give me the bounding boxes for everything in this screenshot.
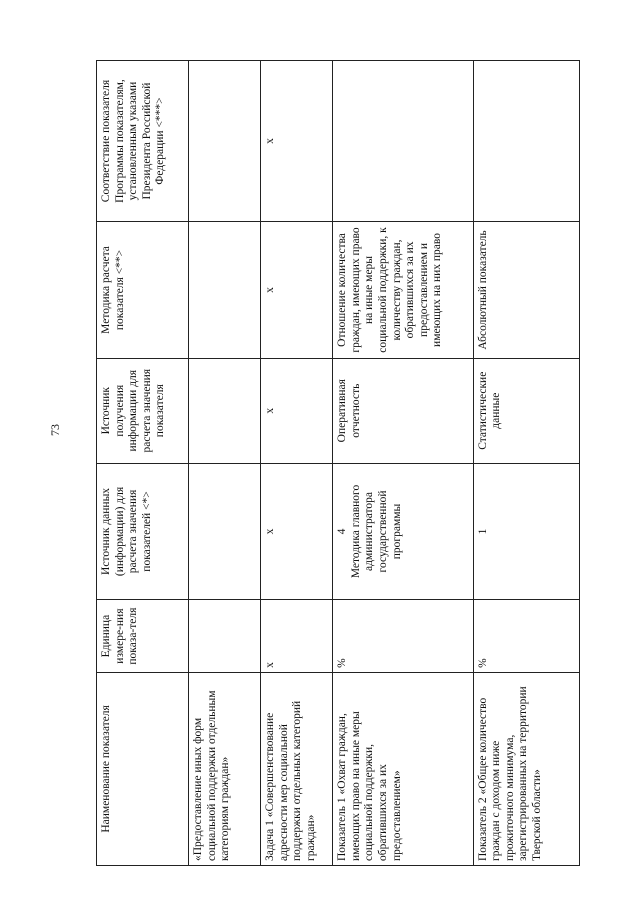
row-compliance (333, 61, 473, 222)
source-data-number: 1 (476, 528, 489, 535)
row-name: Показатель 1 «Охват граждан, имеющих право на иные меры социальной поддержки, обратившихся за их предоставлением» (333, 672, 473, 865)
row-compliance (189, 61, 261, 222)
row-method: Абсолютный показатель (473, 222, 579, 359)
source-data-text: Методика главного администратора государственной программы (349, 484, 403, 579)
table-row (333, 61, 473, 866)
row-unit: % (473, 600, 579, 672)
row-source-data (333, 463, 473, 600)
header-source-data: Источник данных (информации) для расчета значения показателей <*> (97, 463, 189, 600)
row-name: «Предоставление иных форм социальной поддержки отдельным категориям граждан» (189, 672, 261, 865)
row-source-data (189, 463, 261, 600)
row-name: Показатель 2 «Общее количество граждан с доходом ниже прожиточного минимума, зарегистрированных на территории Тверской области» (473, 672, 579, 865)
row-source-info: Оперативная отчетность (333, 358, 473, 463)
header-source-info: Источник получения информации для расчета значения показателя (97, 358, 189, 463)
row-name: Задача 1 «Совершенствование адресности мер социальной поддержки отдельных категорий граждан» (261, 672, 333, 865)
table-row (261, 61, 333, 866)
row-method (189, 222, 261, 359)
indicators-table (96, 60, 580, 866)
table-row (189, 61, 261, 866)
table-row (473, 61, 579, 866)
source-data-number: 4 (336, 528, 349, 535)
row-source-data (473, 463, 579, 600)
row-method: Отношение количества граждан, имеющих право на иные меры социальной поддержки, к количеству граждан, обратившихся за их предоставлением и имеющих на них право (333, 222, 473, 359)
page-number: 73 (48, 424, 62, 436)
header-unit: Единица измере-ния показа-теля (97, 600, 189, 672)
header-row (97, 61, 189, 866)
row-compliance: x (261, 61, 333, 222)
row-method: x (261, 222, 333, 359)
row-source-info: x (261, 358, 333, 463)
row-source-info: Статистические данные (473, 358, 579, 463)
row-unit (189, 600, 261, 672)
row-unit: x (261, 600, 333, 672)
row-source-info (189, 358, 261, 463)
rotated-page (96, 60, 580, 866)
row-source-data: x (261, 463, 333, 600)
row-compliance (473, 61, 579, 222)
header-name: Наименование показателя (97, 672, 189, 865)
header-compliance: Соответствие показателя Программы показателям, установленным указами Президента Российской Федерации <***> (97, 61, 189, 222)
header-method: Методика расчета показателя <**> (97, 222, 189, 359)
row-unit: % (333, 600, 473, 672)
